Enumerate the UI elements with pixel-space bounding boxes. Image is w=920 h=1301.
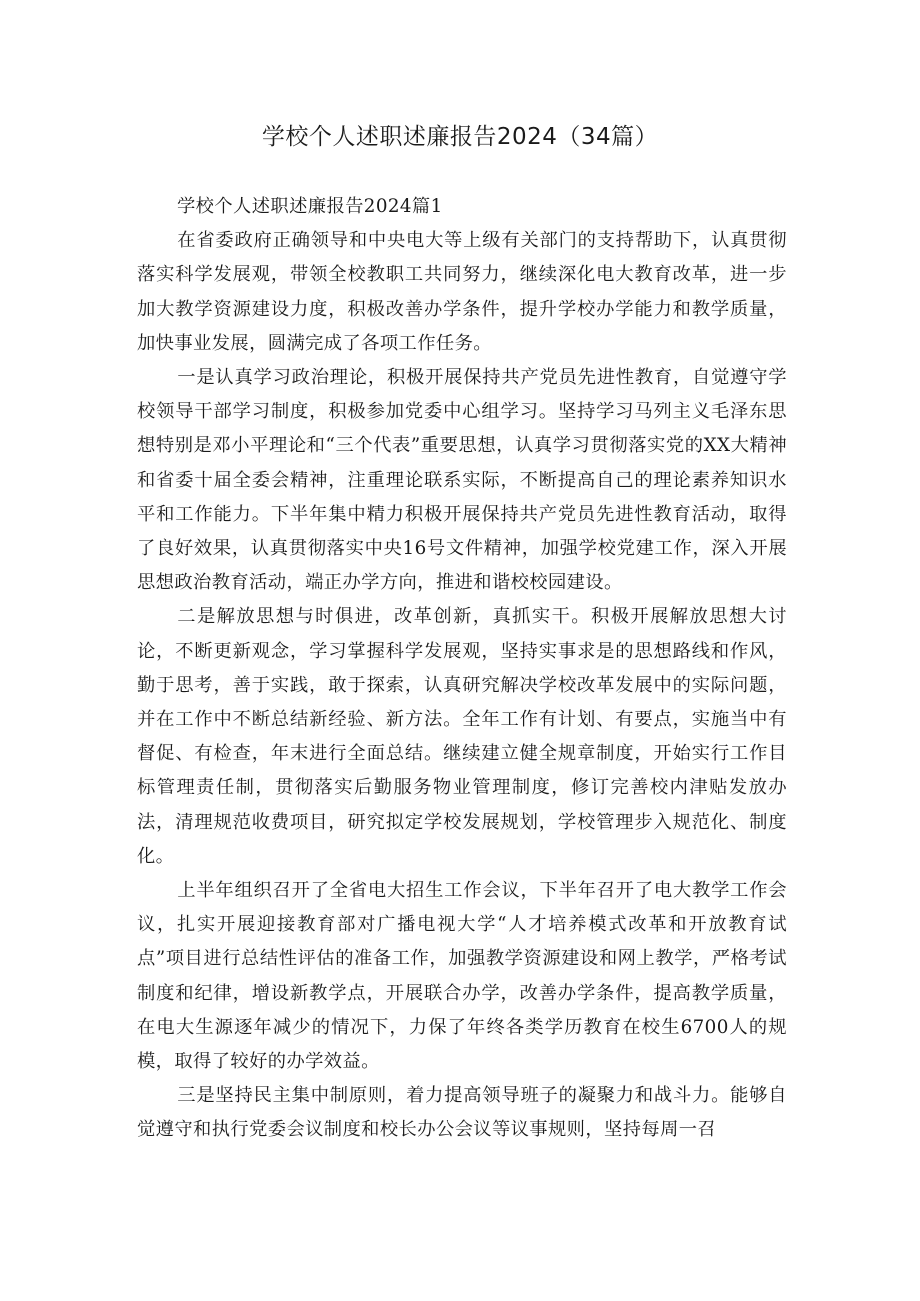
paragraph-3: 上半年组织召开了全省电大招生工作会议，下半年召开了电大教学工作会议，扎实开展迎接教育部对广播电视大学“人才培养模式改革和开放教育试点”项目进行总结性评估的准备工作，加强教学资源建设和网上教学，严格考试制度和纪律，增设新教学点，开展联合办学，改善办学条件，提高教学质量，在电大生源逐年减少的情况下，力保了年终各类学历教育在校生6700人的规模，取得了较好的办学效益。: [137, 880, 787, 1073]
paragraph-intro: 在省委政府正确领导和中央电大等上级有关部门的支持帮助下，认真贯彻落实科学发展观，带领全校教职工共同努力，继续深化电大教育改革，进一步加大教学资源建设力度，积极改善办学条件，提升学校办学能力和教学质量，加快事业发展，圆满完成了各项工作任务。: [137, 230, 787, 354]
paragraph-4: 三是坚持民主集中制原则，着力提高领导班子的凝聚力和战斗力。能够自觉遵守和执行党委会议制度和校长办公会议等议事规则，坚持每周一召: [137, 1085, 787, 1141]
document-title: 学校个人述职述廉报告2024（34篇）: [261, 124, 659, 150]
paragraph-2: 二是解放思想与时俱进，改革创新，真抓实干。积极开展解放思想大讨论，不断更新观念，学习掌握科学发展观，坚持实事求是的思想路线和作风，勤于思考，善于实践，敢于探索，认真研究解决学校改革发展中的实际问题，并在工作中不断总结新经验、新方法。全年工作有计划、有要点，实施当中有督促、有检查，年末进行全面总结。继续建立健全规章制度，开始实行工作目标管理责任制，贯彻落实后勤服务物业管理制度，修订完善校内津贴发放办法，清理规范收费项目，研究拟定学校发展规划，学校管理步入规范化、制度化。: [137, 606, 787, 867]
document-body: [137, 190, 787, 1148]
paragraph-1: 一是认真学习政治理论，积极开展保持共产党员先进性教育，自觉遵守学校领导干部学习制度，积极参加党委中心组学习。坚持学习马列主义毛泽东思想特别是邓小平理论和“三个代表”重要思想，认真学习贯彻落实党的XX大精神和省委十届全委会精神，注重理论联系实际，不断提高自己的理论素养知识水平和工作能力。下半年集中精力积极开展保持共产党员先进性教育活动，取得了良好效果，认真贯彻落实中央16号文件精神，加强学校党建工作，深入开展思想政治教育活动，端正办学方向，推进和谐校校园建设。: [137, 367, 787, 594]
section-heading: 学校个人述职述廉报告2024篇1: [177, 196, 443, 217]
